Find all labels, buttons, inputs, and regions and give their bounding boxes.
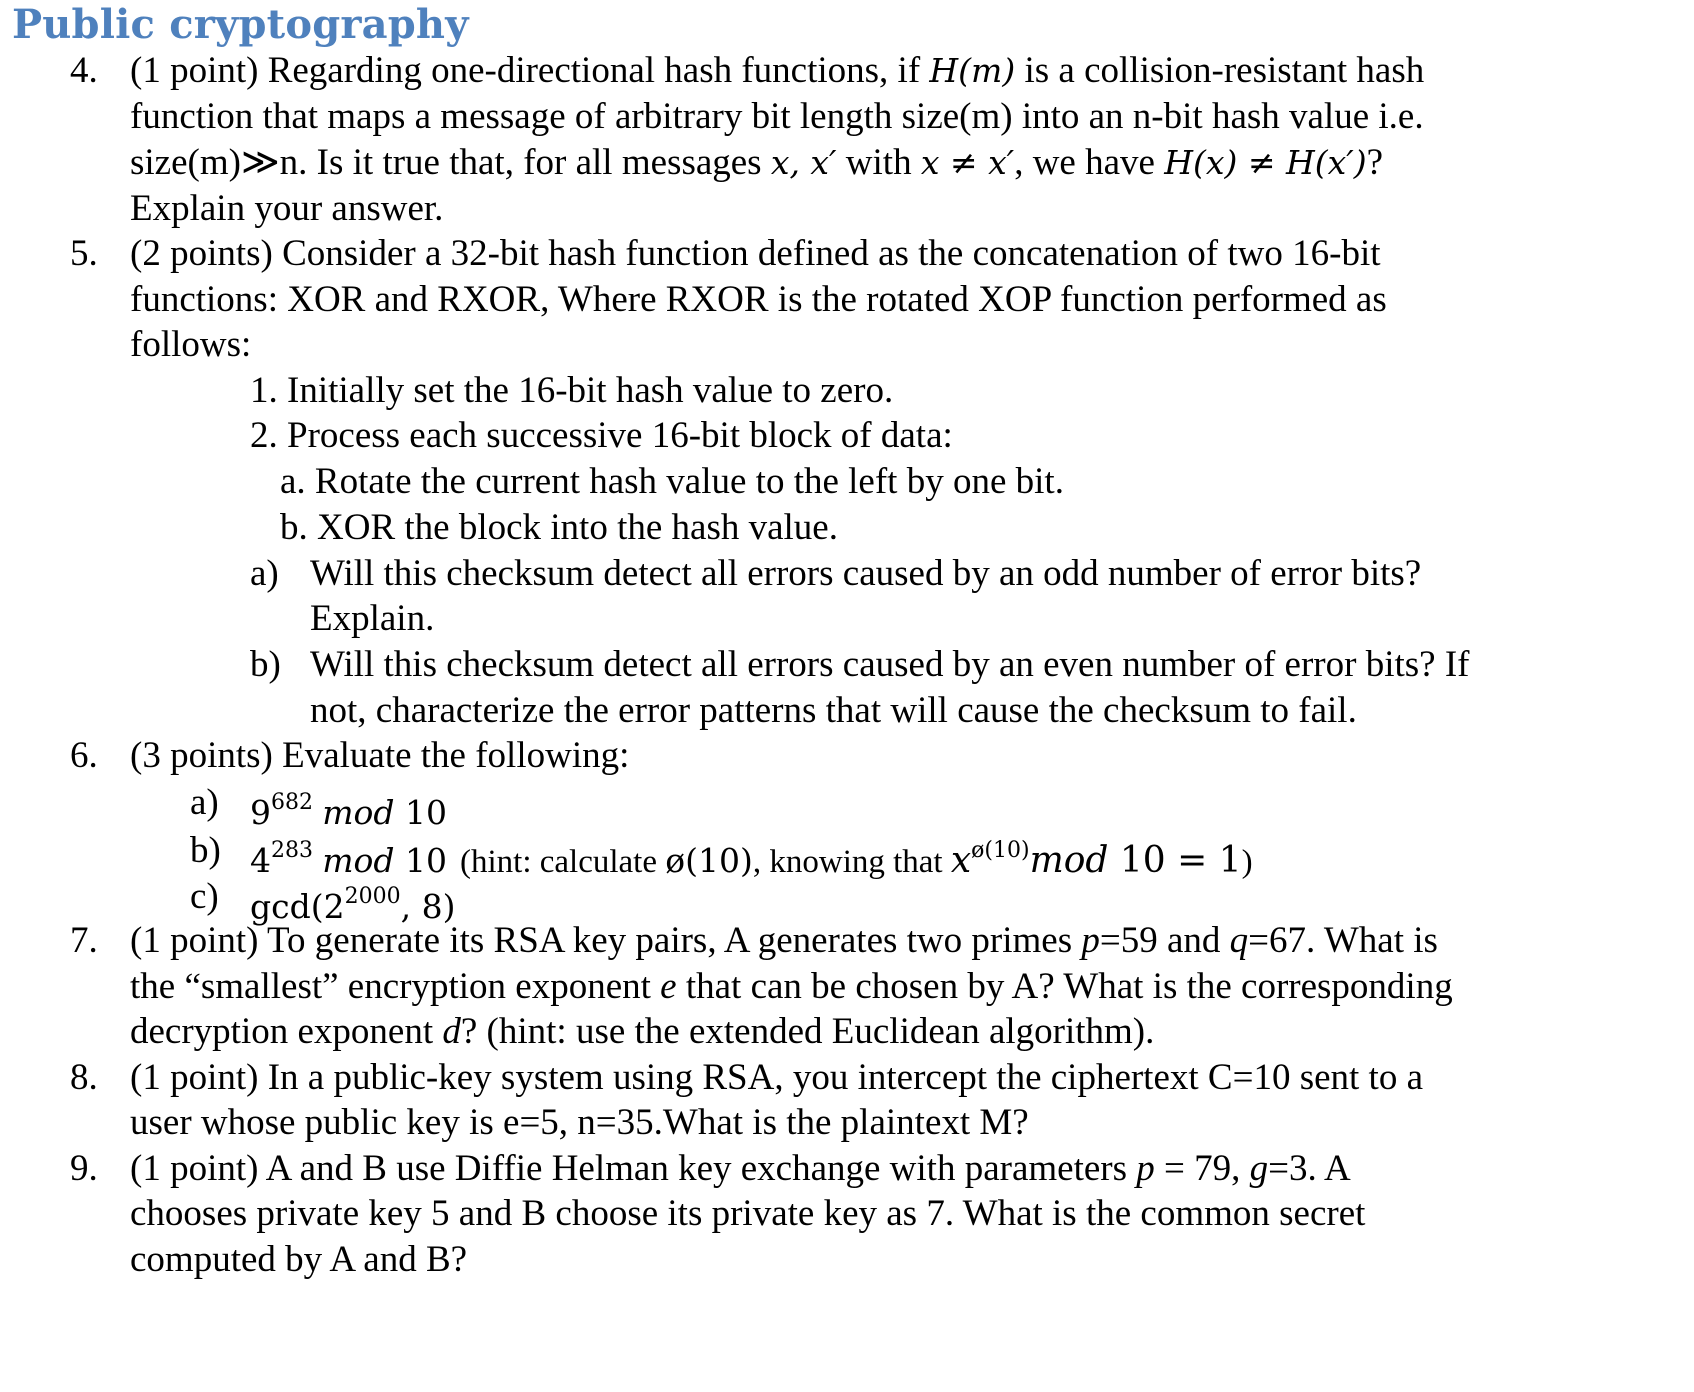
question-line: functions: XOR and RXOR, Where RXOR is the rotated XOP function performed as [130, 279, 1387, 320]
math-expression: $\gcd(2^{2000}$, 8) [250, 884, 456, 926]
question-line: function that maps a message of arbitrary bit length size(m) into an n-bit hash value i.e. [130, 96, 1424, 137]
question-line: user whose public key is e=5, n=35.What is the plaintext M? [130, 1102, 1029, 1143]
question-line: the “smallest” encryption exponent e that can be chosen by A? What is the corresponding [130, 966, 1453, 1007]
step-item: 1. Initially set the 16-bit hash value to zero. [250, 370, 894, 411]
question-number: 4. [70, 50, 98, 91]
sub-question-line: Will this checksum detect all errors caused by an odd number of error bits? [310, 553, 1422, 594]
sub-question-label: c) [190, 876, 219, 917]
question-line: (1 point) A and B use Diffie Helman key exchange with parameters p = 79, g=3. A [130, 1148, 1351, 1189]
question-line: chooses private key 5 and B choose its private key as 7. What is the common secret [130, 1193, 1366, 1234]
sub-step-item: b. XOR the block into the hash value. [280, 507, 838, 548]
sub-question-line: not, characterize the error patterns that will cause the checksum to fail. [310, 690, 1357, 731]
question-line: (1 point) Regarding one-directional hash functions, if H(m) is a collision-resistant hash [130, 50, 1425, 91]
sub-question-line: Will this checksum detect all errors caused by an even number of error bits? If [310, 644, 1470, 685]
step-item: 2. Process each successive 16-bit block of data: [250, 415, 953, 456]
question-line: size(m)≫n. Is it true that, for all messages x, x′ with x ≠ x′, we have H(x) ≠ H(x′)? [130, 142, 1384, 183]
question-number: 9. [70, 1148, 98, 1189]
question-line: (3 points) Evaluate the following: [130, 735, 630, 776]
math-expression: H(m) [929, 51, 1016, 90]
math-expression: $9^{682}$ mod 10 [250, 790, 448, 832]
sub-question-line: Explain. [310, 598, 435, 639]
question-line: follows: [130, 324, 252, 365]
question-line: (1 point) To generate its RSA key pairs, A generates two primes p=59 and q=67. What is [130, 920, 1438, 961]
sub-question-label: a) [250, 553, 279, 594]
question-number: 7. [70, 920, 98, 961]
question-line: Explain your answer. [130, 188, 444, 229]
section-heading: Public cryptography [12, 1, 469, 48]
question-line: computed by A and B? [130, 1239, 468, 1280]
question-number: 6. [70, 735, 98, 776]
sub-question-label: a) [190, 782, 219, 823]
math-expression: H(x) ≠ H(x′) [1164, 143, 1367, 182]
sub-step-item: a. Rotate the current hash value to the left by one bit. [280, 461, 1064, 502]
sub-question-label: b) [190, 830, 221, 871]
math-expression: x ≠ x′ [920, 143, 1015, 182]
math-expression: ø(10) [665, 841, 753, 880]
question-line: (2 points) Consider a 32-bit hash function defined as the concatenation of two 16-bit [130, 233, 1381, 274]
question-line: decryption exponent d? (hint: use the extended Euclidean algorithm). [130, 1011, 1155, 1052]
math-expression: x, x′ [770, 143, 837, 182]
question-line: (1 point) In a public-key system using RSA, you intercept the ciphertext C=10 sent to a [130, 1057, 1424, 1098]
sub-question-label: b) [250, 644, 281, 685]
math-expression: $4^{283}$ mod 10 [250, 838, 448, 880]
question-number: 8. [70, 1057, 98, 1098]
hint-text: (hint: calculate ø(10), knowing that $x^{ø(10)}mod$ 10 = 1) [460, 838, 1253, 881]
question-number: 5. [70, 233, 98, 274]
